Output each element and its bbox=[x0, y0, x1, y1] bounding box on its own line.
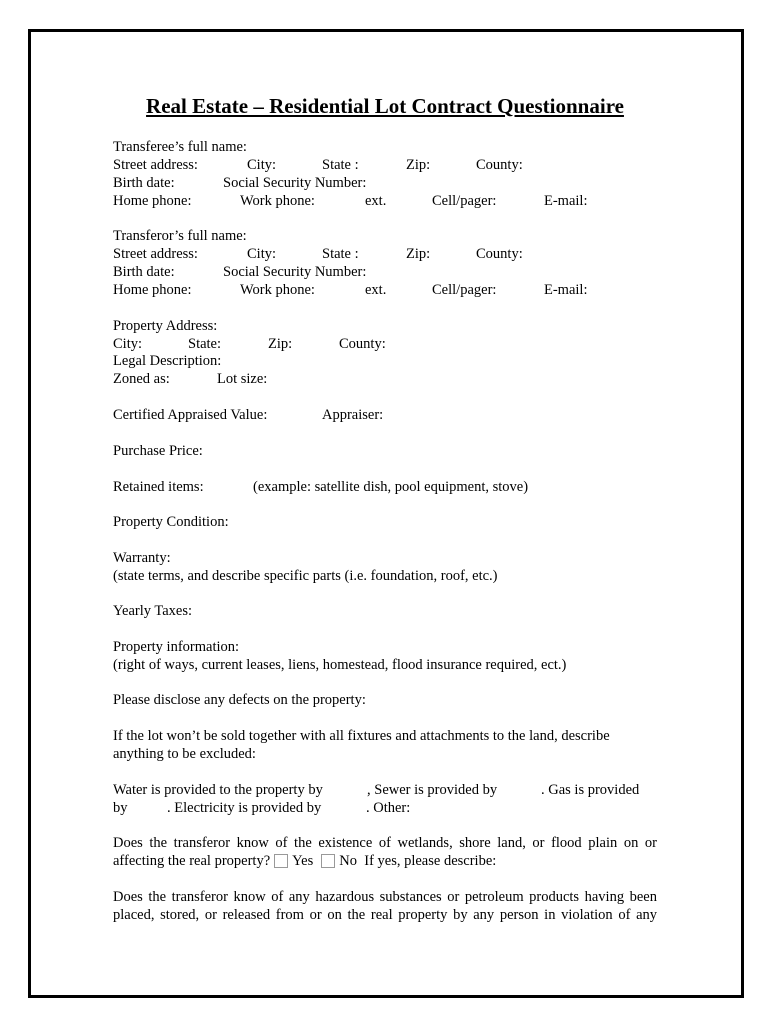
warranty-note: (state terms, and describe specific parts (i.e. foundation, roof, etc.) bbox=[113, 568, 498, 584]
appraised-value-label: Certified Appraised Value: bbox=[113, 407, 268, 423]
county-label: County: bbox=[339, 336, 386, 352]
yes-label: Yes bbox=[292, 853, 314, 869]
property-information-note: (right of ways, current leases, liens, homestead, flood insurance required, ect.) bbox=[113, 657, 567, 673]
no-checkbox[interactable] bbox=[321, 854, 335, 868]
excluded-question-line2: anything to be excluded: bbox=[113, 746, 256, 762]
transferor-name-label: Transferor’s full name: bbox=[113, 228, 247, 244]
ext-label: ext. bbox=[365, 193, 387, 209]
water-label: Water is provided to the property by bbox=[113, 782, 323, 798]
hazardous-question-line2: placed, stored, or released from or on the real property by any person in violation of any bbox=[113, 907, 657, 923]
purchase-price-label: Purchase Price: bbox=[113, 443, 203, 459]
cell-pager-label: Cell/pager: bbox=[432, 282, 497, 298]
state-label: State: bbox=[188, 336, 222, 352]
property-information-label: Property information: bbox=[113, 639, 240, 655]
zip-label: Zip: bbox=[268, 336, 293, 352]
transferee-name-label: Transferee’s full name: bbox=[113, 139, 247, 155]
ssn-label: Social Security Number: bbox=[223, 264, 367, 280]
excluded-question-line1: If the lot won’t be sold together with all fixtures and attachments to the land, describe bbox=[113, 728, 610, 744]
retained-items-example: (example: satellite dish, pool equipment, stove) bbox=[253, 479, 529, 495]
state-label: State : bbox=[322, 157, 359, 173]
describe-label: If yes, please describe: bbox=[364, 853, 497, 869]
email-label: E-mail: bbox=[544, 193, 588, 209]
electricity-label: . Electricity is provided by bbox=[167, 800, 322, 816]
county-label: County: bbox=[476, 157, 523, 173]
city-label: City: bbox=[113, 336, 143, 352]
no-label: No bbox=[339, 853, 357, 869]
retained-items-label: Retained items: bbox=[113, 479, 204, 495]
yearly-taxes-label: Yearly Taxes: bbox=[113, 603, 192, 619]
gas-by-label: by bbox=[113, 800, 128, 816]
home-phone-label: Home phone: bbox=[113, 193, 192, 209]
ext-label: ext. bbox=[365, 282, 387, 298]
street-address-label: Street address: bbox=[113, 157, 198, 173]
city-label: City: bbox=[247, 157, 277, 173]
property-condition-label: Property Condition: bbox=[113, 514, 229, 530]
zoned-as-label: Zoned as: bbox=[113, 371, 170, 387]
legal-description-label: Legal Description: bbox=[113, 353, 222, 369]
home-phone-label: Home phone: bbox=[113, 282, 192, 298]
wetlands-question-line2 bbox=[113, 852, 496, 870]
gas-label: . Gas is provided bbox=[541, 782, 640, 798]
city-label: City: bbox=[247, 246, 277, 262]
birth-date-label: Birth date: bbox=[113, 264, 175, 280]
street-address-label: Street address: bbox=[113, 246, 198, 262]
other-label: . Other: bbox=[366, 800, 411, 816]
birth-date-label: Birth date: bbox=[113, 175, 175, 191]
email-label: E-mail: bbox=[544, 282, 588, 298]
work-phone-label: Work phone: bbox=[240, 193, 315, 209]
county-label: County: bbox=[476, 246, 523, 262]
ssn-label: Social Security Number: bbox=[223, 175, 367, 191]
warranty-label: Warranty: bbox=[113, 550, 171, 566]
zip-label: Zip: bbox=[406, 157, 431, 173]
property-address-label: Property Address: bbox=[113, 318, 218, 334]
lot-size-label: Lot size: bbox=[217, 371, 268, 387]
appraiser-label: Appraiser: bbox=[322, 407, 384, 423]
work-phone-label: Work phone: bbox=[240, 282, 315, 298]
page-title: Real Estate – Residential Lot Contract Questionnaire bbox=[146, 94, 624, 118]
defects-question: Please disclose any defects on the property: bbox=[113, 692, 366, 708]
zip-label: Zip: bbox=[406, 246, 431, 262]
hazardous-question-line1: Does the transferor know of any hazardous substances or petroleum products having been bbox=[113, 889, 657, 905]
wetlands-question-text: affecting the real property? bbox=[113, 853, 271, 869]
sewer-label: , Sewer is provided by bbox=[367, 782, 498, 798]
yes-checkbox[interactable] bbox=[274, 854, 288, 868]
wetlands-question-line1: Does the transferor know of the existence of wetlands, shore land, or flood plain on or bbox=[113, 835, 657, 851]
state-label: State : bbox=[322, 246, 359, 262]
cell-pager-label: Cell/pager: bbox=[432, 193, 497, 209]
